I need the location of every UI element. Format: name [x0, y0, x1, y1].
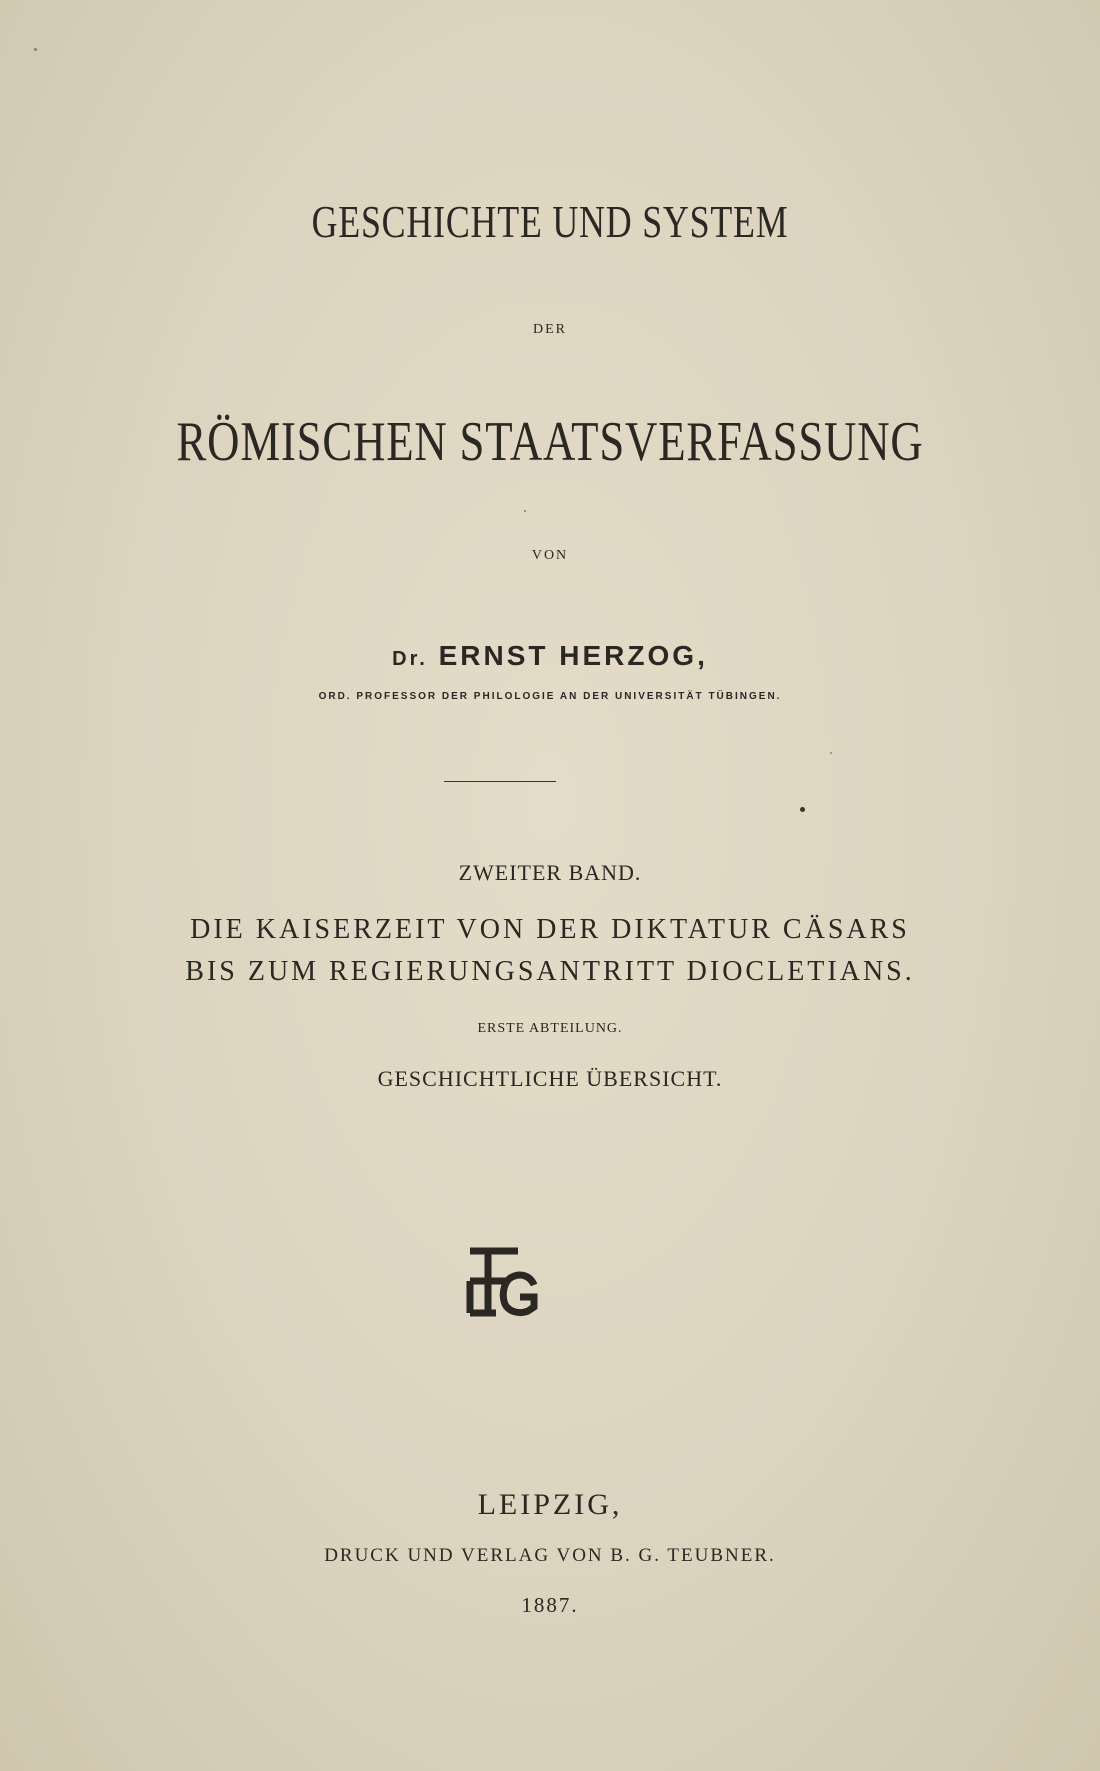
title-line-2: RÖMISCHEN STAATSVERFASSUNG — [176, 411, 924, 473]
title-von: VON — [531, 548, 569, 563]
paper-speck — [800, 807, 805, 812]
publisher-city: LEIPZIG, — [477, 1488, 623, 1521]
author-affiliation: ORD. PROFESSOR DER PHILOLOGIE AN DER UNIVERSITÄT TÜBINGEN. — [318, 691, 782, 702]
publisher-imprint: DRUCK UND VERLAG VON B. G. TEUBNER. — [324, 1545, 776, 1566]
teubner-monogram-icon — [466, 1245, 540, 1319]
title-der: DER — [533, 322, 567, 337]
publication-year: 1887. — [521, 1593, 579, 1617]
divider-rule — [444, 781, 556, 782]
paper-speck — [830, 752, 832, 754]
author-name-line — [0, 640, 1100, 672]
author-prefix: Dr. — [392, 648, 428, 670]
volume-abteilung: ERSTE ABTEILUNG. — [477, 1021, 623, 1036]
volume-band: ZWEITER BAND. — [458, 860, 642, 885]
paper-speck — [524, 510, 526, 512]
volume-section: GESCHICHTLICHE ÜBERSICHT. — [377, 1066, 723, 1091]
volume-subtitle-line-1: DIE KAISERZEIT VON DER DIKTATUR CÄSARS — [190, 914, 910, 945]
paper-speck — [34, 48, 37, 51]
author-name: ERNST HERZOG, — [438, 640, 708, 671]
volume-subtitle-line-2: BIS ZUM REGIERUNGSANTRITT DIOCLETIANS. — [185, 956, 915, 987]
title-line-1: GESCHICHTE UND SYSTEM — [311, 196, 789, 247]
